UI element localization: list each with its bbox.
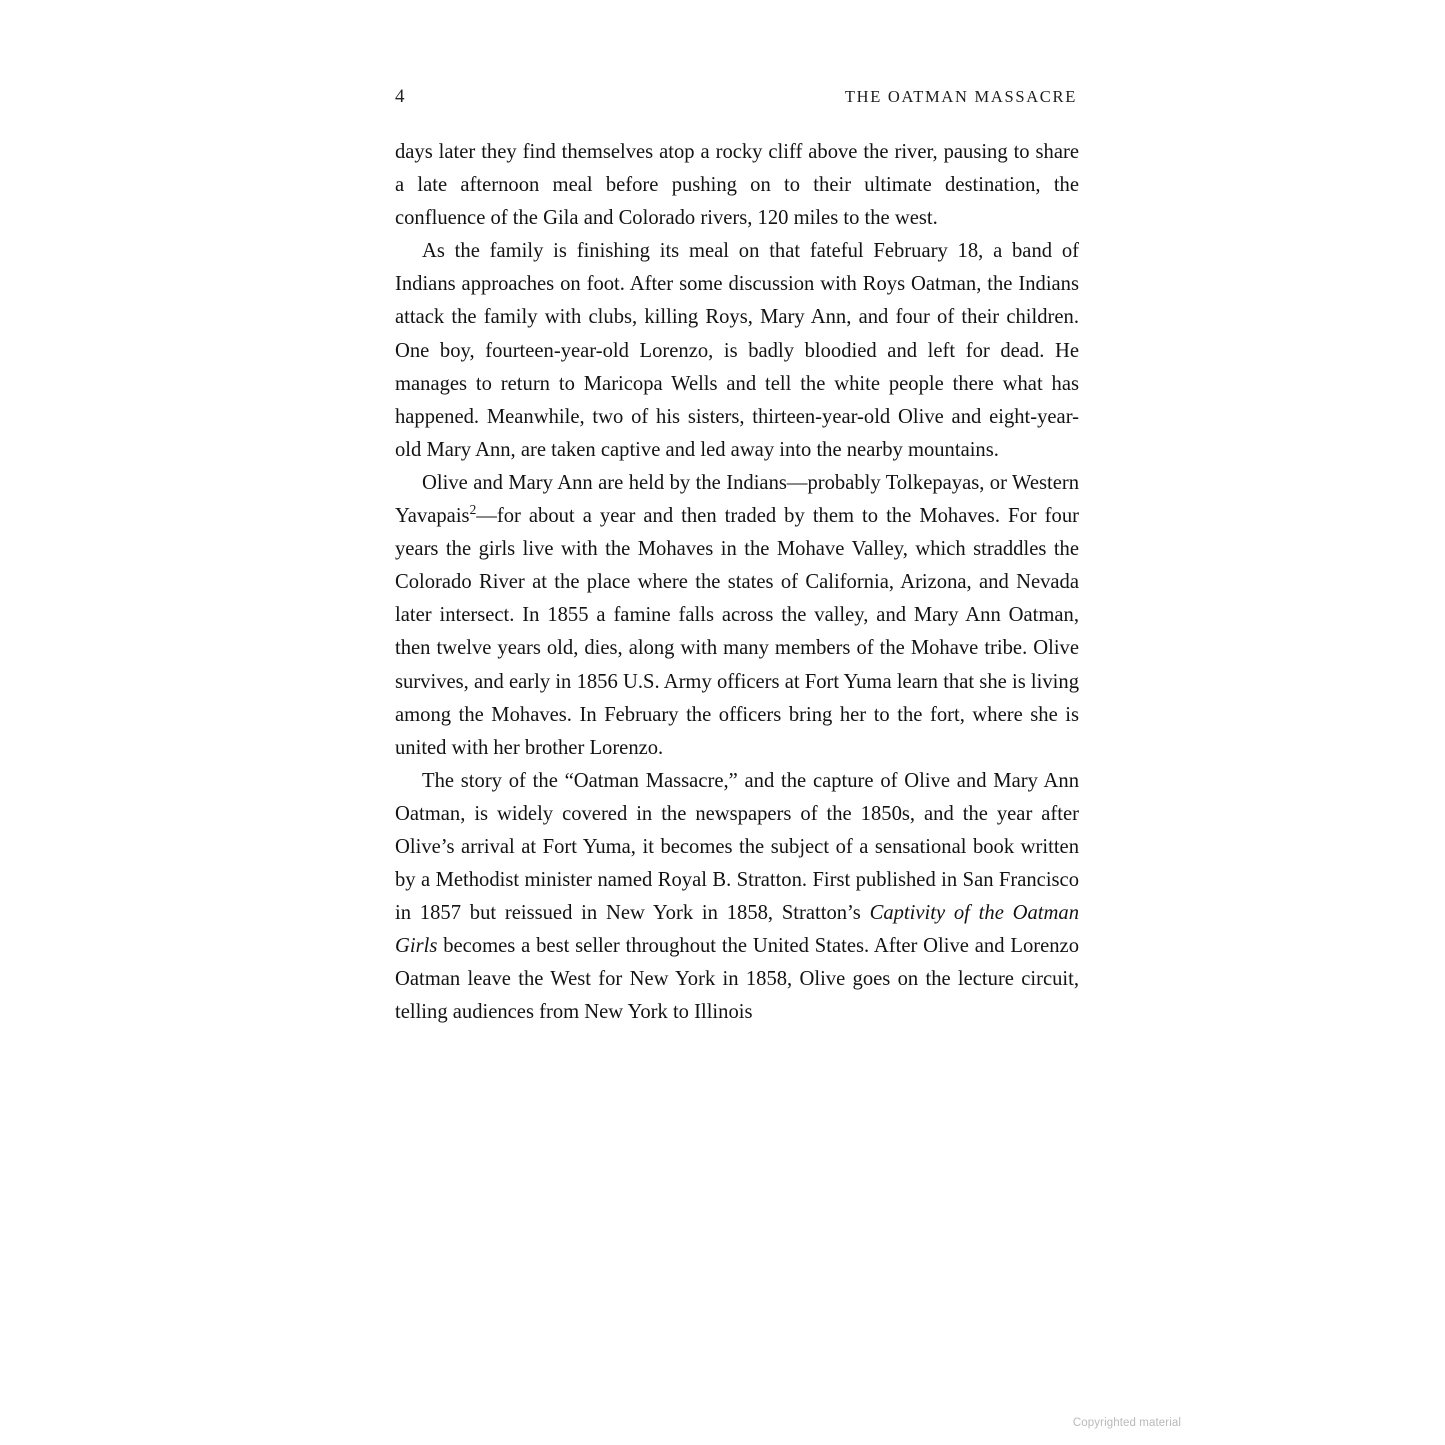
running-head [395,86,1077,108]
copyright-watermark: Copyrighted material [1072,1417,1181,1429]
paragraph-1: days later they find themselves atop a rocky cliff above the river, pausing to share a late afternoon meal before pushing on to their ultimate destination, the confluence of the Gila and Colorado rivers, 120 miles to the west. [395,141,1079,230]
paragraph-4-part-2: becomes a best seller throughout the United States. After Olive and Lorenzo Oatman leave the West for New York in 1858, Olive goes on the lecture circuit, telling audiences from New York to Illinois [395,935,1079,1024]
paragraph-3-part-2: —for about a year and then traded by them to the Mohaves. For four years the girls live with the Mohaves in the Mohave Valley, which straddles the Colorado River at the place where the states of California, Arizona, and Nevada later intersect. In 1855 a famine falls across the valley, and Mary Ann Oatman, then twelve years old, dies, along with many members of the Mohave tribe. Olive survives, and early in 1856 U.S. Army officers at Fort Yuma learn that she is living among the Mohaves. In February the officers bring her to the fort, where she is united with her brother Lorenzo. [395,505,1079,759]
paragraph-3 [395,467,1079,765]
book-title-italic: Captivity of the Oatman Girls [395,902,1079,958]
paragraph-3-part-1: Olive and Mary Ann are held by the Indians—probably Tolkepayas, or Western Yavapais [395,471,1079,528]
paragraph-4-part-1: The story of the “Oatman Massacre,” and the capture of Olive and Mary Ann Oatman, is widely covered in the newspapers of the 1850s, and the year after Olive’s arrival at Fort Yuma, it becomes the subject of a sensational book written by a Methodist minister named Royal B. Stratton. First published in San Francisco in 1857 but reissued in New York in 1858, Stratton’s [395,769,1079,925]
running-title: THE OATMAN MASSACRE [844,87,1077,106]
paragraph-2: As the family is finishing its meal on that fateful February 18, a band of Indians approaches on foot. After some discussion with Roys Oatman, the Indians attack the family with clubs, killing Roys, Mary Ann, and four of their children. One boy, fourteen-year-old Lorenzo, is badly bloodied and left for dead. He manages to return to Maricopa Wells and tell the white people there what has happened. Meanwhile, two of his sisters, thirteen-year-old Olive and eight-year-old Mary Ann, are taken captive and led away into the nearby mountains. [395,240,1079,461]
footnote-reference: 2 [469,502,477,518]
body-text [395,136,1079,1030]
paragraph-4 [395,765,1079,1030]
page-number: 4 [395,86,405,107]
